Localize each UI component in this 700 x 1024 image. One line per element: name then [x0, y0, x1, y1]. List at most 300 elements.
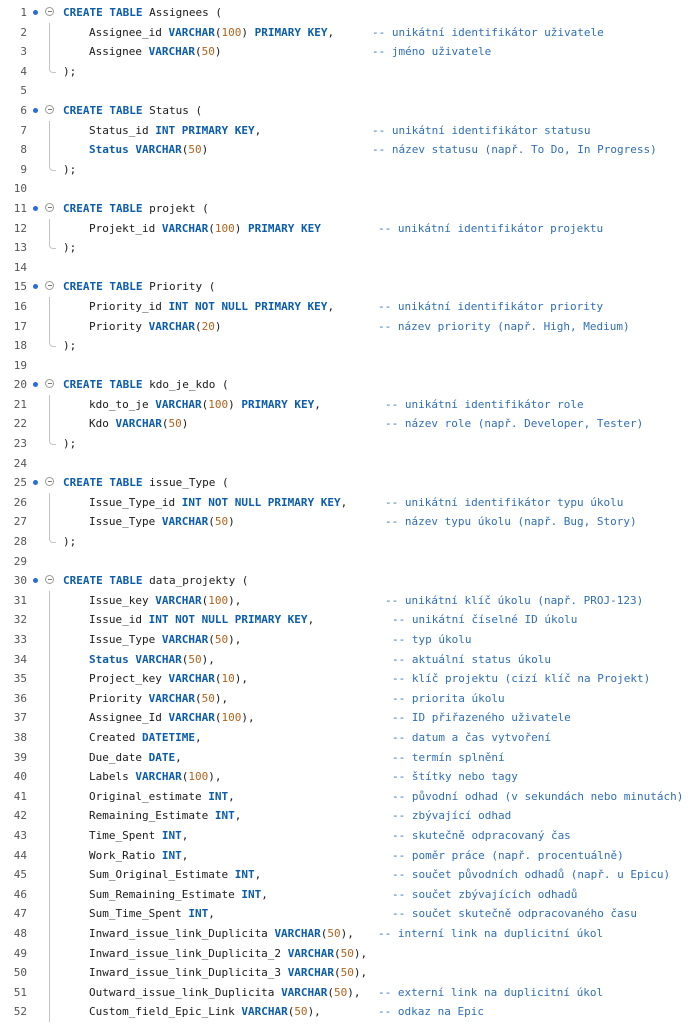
- fold-guide-line: [49, 865, 50, 885]
- breakpoint-dot-icon[interactable]: [33, 10, 38, 15]
- code-text: [89, 865, 261, 885]
- code-line[interactable]: [0, 1002, 700, 1022]
- line-number: 3: [20, 45, 27, 59]
- identifier: Outward_issue_link_Duplicita: [89, 985, 282, 999]
- fold-guide-end: [49, 62, 56, 73]
- code-text: [63, 434, 76, 454]
- identifier: ),: [353, 966, 368, 980]
- code-comment: -- unikátní identifikátor typu úkolu: [385, 495, 624, 509]
- code-line[interactable]: [0, 317, 700, 337]
- sql-keyword: VARCHAR: [161, 515, 209, 529]
- line-number: 37: [13, 711, 27, 725]
- sql-keyword: DATE: [148, 750, 176, 764]
- identifier: Issue_key: [89, 593, 156, 607]
- sql-keyword: INT PRIMARY KEY: [155, 123, 255, 137]
- identifier: );: [63, 64, 77, 78]
- identifier: ): [241, 25, 255, 39]
- line-number: 12: [13, 221, 27, 235]
- code-text: [89, 885, 268, 905]
- line-number: 39: [13, 750, 27, 764]
- identifier: ): [201, 143, 209, 157]
- code-comment: -- skutečně odpracovaný čas: [392, 828, 571, 842]
- fold-guide-line: [49, 924, 50, 944]
- identifier: Status (: [149, 103, 203, 117]
- code-line[interactable]: [0, 199, 700, 219]
- identifier: Time_Spent: [89, 828, 162, 842]
- code-text: [63, 62, 76, 82]
- fold-guide-line: [49, 23, 50, 43]
- fold-guide-line: [49, 121, 50, 141]
- code-line[interactable]: [0, 787, 700, 807]
- sql-keyword: VARCHAR: [161, 221, 209, 235]
- identifier: ,: [261, 887, 268, 901]
- sql-keyword: INT: [161, 848, 182, 862]
- code-line[interactable]: [0, 121, 700, 141]
- sql-keyword: CREATE TABLE: [63, 378, 150, 392]
- number-literal: 50: [168, 417, 182, 431]
- code-line[interactable]: [0, 924, 700, 944]
- identifier: Sum_Original_Estimate: [89, 868, 235, 882]
- code-line[interactable]: [0, 944, 700, 964]
- code-comment: -- unikátní identifikátor projektu: [378, 221, 604, 235]
- sql-keyword: INT NOT NULL PRIMARY KEY: [148, 613, 308, 627]
- code-comment: -- priorita úkolu: [392, 691, 505, 705]
- fold-collapse-icon[interactable]: [45, 203, 54, 212]
- code-line[interactable]: [0, 101, 700, 121]
- breakpoint-dot-icon[interactable]: [33, 578, 38, 583]
- line-number: 6: [20, 103, 27, 117]
- code-text: [89, 297, 334, 317]
- line-number: 48: [13, 926, 27, 940]
- code-line[interactable]: [0, 219, 700, 239]
- identifier: );: [63, 339, 77, 353]
- sql-keyword: CREATE TABLE: [63, 280, 150, 294]
- identifier: (: [201, 593, 209, 607]
- identifier: (: [320, 926, 328, 940]
- code-text: [63, 3, 222, 23]
- code-line[interactable]: [0, 591, 700, 611]
- identifier: Issue_id: [89, 613, 149, 627]
- code-text: [89, 140, 208, 160]
- code-line[interactable]: [0, 748, 700, 768]
- fold-guide-line: [49, 767, 50, 787]
- fold-guide-line: [49, 317, 50, 337]
- code-line[interactable]: [0, 238, 700, 258]
- sql-keyword: VARCHAR: [161, 633, 209, 646]
- identifier: ,: [234, 809, 242, 823]
- code-text: [89, 414, 188, 434]
- line-number: 23: [13, 437, 27, 451]
- code-line[interactable]: [0, 297, 700, 317]
- identifier: (: [208, 515, 215, 529]
- number-literal: 50: [214, 633, 229, 646]
- code-line[interactable]: [0, 728, 700, 748]
- code-text: [89, 591, 241, 611]
- code-comment: -- součet skutečně odpracovaného času: [392, 907, 638, 921]
- fold-collapse-icon[interactable]: [45, 105, 54, 114]
- fold-guide-line: [49, 963, 50, 983]
- code-comment: -- unikátní identifikátor role: [385, 397, 584, 411]
- line-number: 33: [13, 633, 27, 646]
- identifier: ,: [194, 730, 202, 744]
- line-number: 18: [13, 339, 27, 353]
- code-line[interactable]: [0, 179, 700, 199]
- number-literal: 50: [334, 985, 348, 999]
- identifier: ): [228, 397, 242, 411]
- code-line[interactable]: [0, 277, 700, 297]
- code-comment: -- součet původních odhadů (např. u Epicu): [392, 868, 671, 882]
- code-line[interactable]: [0, 963, 700, 983]
- line-number: 11: [13, 201, 27, 215]
- fold-guide-line: [49, 944, 50, 964]
- code-line[interactable]: [0, 826, 700, 846]
- code-text: [89, 806, 241, 826]
- fold-guide-line: [49, 787, 50, 807]
- number-literal: 50: [327, 926, 341, 940]
- line-number: 16: [13, 299, 27, 313]
- code-text: [89, 728, 202, 748]
- identifier: ): [181, 417, 189, 431]
- line-number: 42: [13, 809, 27, 823]
- sql-keyword: CREATE TABLE: [63, 201, 150, 215]
- number-literal: 50: [294, 1005, 308, 1019]
- code-line[interactable]: [0, 846, 700, 866]
- code-line[interactable]: [0, 806, 700, 826]
- fold-guide-line: [49, 140, 50, 160]
- identifier: ): [228, 515, 235, 529]
- code-line[interactable]: [0, 630, 700, 650]
- breakpoint-dot-icon[interactable]: [33, 382, 38, 387]
- fold-guide-line: [49, 512, 50, 532]
- sql-keyword: VARCHAR: [281, 985, 328, 999]
- code-line[interactable]: [0, 669, 700, 689]
- fold-guide-line: [49, 1002, 50, 1022]
- line-number: 49: [13, 946, 27, 960]
- identifier: Labels: [89, 770, 136, 784]
- line-number: 29: [13, 554, 27, 568]
- code-line[interactable]: [0, 571, 700, 591]
- code-line[interactable]: [0, 493, 700, 513]
- identifier: kdo_je_kdo (: [149, 378, 229, 392]
- fold-guide-line: [49, 591, 50, 611]
- code-text: [89, 924, 354, 944]
- code-line[interactable]: [0, 650, 700, 670]
- sql-keyword: INT: [214, 809, 235, 823]
- sql-keyword: INT: [188, 907, 209, 921]
- fold-guide-end: [49, 532, 56, 543]
- code-line[interactable]: [0, 865, 700, 885]
- code-line[interactable]: [0, 552, 700, 572]
- fold-collapse-icon[interactable]: [45, 379, 54, 388]
- line-number: 26: [13, 495, 27, 509]
- line-number: 47: [13, 907, 27, 921]
- line-number: 30: [13, 574, 27, 588]
- identifier: Issue_Type: [89, 515, 162, 529]
- line-number: 15: [13, 280, 27, 294]
- identifier: ,: [181, 848, 189, 862]
- sql-keyword: Status VARCHAR: [89, 652, 182, 666]
- line-number: 10: [13, 182, 27, 196]
- code-text: [89, 219, 321, 239]
- identifier: Custom_field_Epic_Link: [89, 1005, 242, 1019]
- line-number: 1: [20, 6, 27, 19]
- identifier: ),: [307, 1005, 321, 1019]
- line-number: 9: [20, 162, 27, 176]
- sql-keyword: PRIMARY KEY: [247, 221, 321, 235]
- line-number: 50: [13, 966, 27, 980]
- identifier: Priority (: [149, 280, 216, 294]
- code-line[interactable]: [0, 160, 700, 180]
- number-literal: 50: [201, 45, 215, 59]
- line-number: 35: [13, 672, 27, 686]
- code-line[interactable]: [0, 356, 700, 376]
- code-text: [89, 826, 188, 846]
- code-text: [89, 669, 248, 689]
- line-number: 40: [13, 770, 27, 784]
- code-text: [63, 571, 248, 591]
- fold-guide-line: [49, 826, 50, 846]
- identifier: (: [214, 711, 222, 725]
- number-literal: 100: [208, 593, 229, 607]
- code-comment: -- jméno uživatele: [372, 45, 492, 59]
- number-literal: 100: [188, 770, 209, 784]
- fold-collapse-icon[interactable]: [45, 7, 54, 16]
- identifier: ),: [347, 985, 361, 999]
- code-line[interactable]: [0, 375, 700, 395]
- code-line[interactable]: [0, 414, 700, 434]
- identifier: projekt (: [149, 201, 209, 215]
- fold-guide-line: [49, 414, 50, 434]
- identifier: ,: [181, 828, 189, 842]
- code-text: [89, 904, 215, 924]
- code-line[interactable]: [0, 42, 700, 62]
- fold-guide-line: [49, 983, 50, 1003]
- identifier: Inward_issue_link_Duplicita_3: [89, 966, 288, 980]
- number-literal: 10: [221, 672, 235, 686]
- sql-keyword: VARCHAR: [274, 926, 321, 940]
- sql-keyword: VARCHAR: [148, 45, 195, 59]
- identifier: Assignee_id: [89, 25, 169, 39]
- number-literal: 20: [201, 319, 215, 333]
- sql-keyword: DATETIME: [141, 730, 195, 744]
- sql-keyword: CREATE TABLE: [63, 6, 150, 19]
- line-number: 20: [13, 378, 27, 392]
- fold-guide-line: [49, 806, 50, 826]
- number-literal: 100: [221, 25, 242, 39]
- code-line[interactable]: [0, 904, 700, 924]
- code-comment: -- název typu úkolu (např. Bug, Story): [385, 515, 637, 529]
- identifier: Inward_issue_link_Duplicita_2: [89, 946, 288, 960]
- code-comment: -- původní odhad (v sekundách nebo minutách): [392, 789, 684, 803]
- code-line[interactable]: [0, 767, 700, 787]
- identifier: (: [194, 45, 202, 59]
- line-number: 13: [13, 241, 27, 255]
- line-number: 31: [13, 593, 27, 607]
- identifier: Assignee: [89, 45, 149, 59]
- identifier: Projekt_id: [89, 221, 162, 235]
- code-line[interactable]: [0, 62, 700, 82]
- line-number: 21: [13, 397, 27, 411]
- identifier: ): [214, 319, 222, 333]
- code-line[interactable]: [0, 3, 700, 23]
- line-number: 43: [13, 828, 27, 842]
- fold-guide-line: [49, 708, 50, 728]
- sql-keyword: CREATE TABLE: [63, 476, 150, 490]
- fold-guide-line: [49, 630, 50, 650]
- identifier: ,: [254, 123, 262, 137]
- code-line[interactable]: [0, 258, 700, 278]
- breakpoint-dot-icon[interactable]: [33, 480, 38, 485]
- identifier: Inward_issue_link_Duplicita: [89, 926, 275, 940]
- fold-collapse-icon[interactable]: [45, 575, 54, 584]
- line-number: 45: [13, 868, 27, 882]
- code-text: [63, 160, 76, 180]
- sql-keyword: Status VARCHAR: [89, 143, 182, 157]
- line-number: 32: [13, 613, 27, 627]
- identifier: ),: [208, 770, 222, 784]
- identifier: ,: [175, 750, 182, 764]
- identifier: );: [63, 162, 77, 176]
- identifier: Sum_Time_Spent: [89, 907, 189, 921]
- line-number: 38: [13, 730, 27, 744]
- code-text: [63, 473, 229, 493]
- sql-keyword: PRIMARY KEY: [254, 25, 328, 39]
- code-line[interactable]: [0, 81, 700, 101]
- identifier: ,: [340, 495, 348, 509]
- identifier: Work_Ratio: [89, 848, 162, 862]
- identifier: ,: [314, 397, 321, 411]
- code-text: [89, 708, 255, 728]
- code-line[interactable]: [0, 395, 700, 415]
- code-comment: -- typ úkolu: [392, 633, 472, 646]
- identifier: ,: [327, 25, 335, 39]
- fold-guide-line: [49, 748, 50, 768]
- line-number: 41: [13, 789, 27, 803]
- fold-collapse-icon[interactable]: [45, 281, 54, 290]
- code-line[interactable]: [0, 434, 700, 454]
- code-line[interactable]: [0, 23, 700, 43]
- code-comment: -- odkaz na Epic: [378, 1005, 484, 1019]
- breakpoint-dot-icon[interactable]: [33, 108, 38, 113]
- fold-guide-end: [49, 434, 56, 445]
- identifier: (: [161, 417, 169, 431]
- line-number: 25: [13, 476, 27, 490]
- code-line[interactable]: [0, 885, 700, 905]
- identifier: );: [63, 437, 77, 451]
- identifier: Sum_Remaining_Estimate: [89, 887, 242, 901]
- breakpoint-dot-icon[interactable]: [33, 284, 38, 289]
- line-number: 34: [13, 652, 27, 666]
- sql-keyword: VARCHAR: [287, 966, 335, 980]
- sql-keyword: INT: [241, 887, 262, 901]
- code-comment: -- název role (např. Developer, Tester): [385, 417, 644, 431]
- number-literal: 100: [208, 397, 229, 411]
- identifier: Project_key: [89, 672, 169, 686]
- code-comment: -- interní link na duplicitní úkol: [378, 926, 604, 940]
- line-number: 7: [20, 123, 27, 137]
- identifier: (: [334, 946, 341, 960]
- fold-guide-line: [49, 885, 50, 905]
- identifier: );: [63, 535, 77, 549]
- identifier: (: [181, 652, 189, 666]
- code-line[interactable]: [0, 983, 700, 1003]
- code-comment: -- název priority (např. High, Medium): [378, 319, 630, 333]
- identifier: Due_date: [89, 750, 149, 764]
- identifier: data_projekty (: [149, 574, 249, 588]
- line-number: 27: [13, 515, 27, 529]
- identifier: Issue_Type_id: [89, 495, 182, 509]
- code-text: [89, 42, 221, 62]
- sql-keyword: VARCHAR: [148, 319, 195, 333]
- line-number: 24: [13, 456, 27, 470]
- code-text: [89, 787, 235, 807]
- line-number: 17: [13, 319, 27, 333]
- identifier: Status_id: [89, 123, 156, 137]
- identifier: (: [287, 1005, 295, 1019]
- identifier: (: [208, 221, 215, 235]
- code-comment: -- datum a čas vytvoření: [392, 730, 551, 744]
- identifier: Priority: [89, 319, 149, 333]
- sql-keyword: CREATE TABLE: [63, 103, 150, 117]
- fold-guide-line: [49, 610, 50, 630]
- sql-keyword: VARCHAR: [148, 691, 195, 705]
- code-comment: -- poměr práce (např. procentuálně): [392, 848, 624, 862]
- breakpoint-dot-icon[interactable]: [33, 206, 38, 211]
- fold-guide-line: [49, 650, 50, 670]
- code-line[interactable]: [0, 336, 700, 356]
- code-comment: -- termín splnění: [392, 750, 505, 764]
- identifier: ,: [228, 789, 235, 803]
- number-literal: 50: [340, 966, 354, 980]
- fold-guide-line: [49, 669, 50, 689]
- fold-guide-line: [49, 846, 50, 866]
- line-number: 5: [20, 84, 27, 98]
- number-literal: 50: [214, 515, 229, 529]
- code-line[interactable]: [0, 473, 700, 493]
- fold-guide-line: [49, 297, 50, 317]
- sql-keyword: INT: [161, 828, 182, 842]
- code-line[interactable]: [0, 532, 700, 552]
- sql-keyword: VARCHAR: [168, 25, 215, 39]
- code-text: [63, 238, 76, 258]
- sql-keyword: INT: [234, 868, 255, 882]
- fold-collapse-icon[interactable]: [45, 477, 54, 486]
- code-text: [89, 1002, 321, 1022]
- code-text: [89, 650, 215, 670]
- sql-keyword: INT NOT NULL PRIMARY KEY: [181, 495, 341, 509]
- code-line[interactable]: [0, 140, 700, 160]
- code-line[interactable]: [0, 454, 700, 474]
- code-comment: -- klíč projektu (cizí klíč na Projekt): [392, 672, 651, 686]
- identifier: (: [334, 966, 341, 980]
- code-line[interactable]: [0, 708, 700, 728]
- number-literal: 50: [340, 946, 354, 960]
- identifier: (: [181, 770, 189, 784]
- line-number: 14: [13, 260, 27, 274]
- identifier: ,: [327, 299, 335, 313]
- code-line[interactable]: [0, 512, 700, 532]
- code-text: [89, 610, 314, 630]
- identifier: Remaining_Estimate: [89, 809, 215, 823]
- code-comment: -- zbývající odhad: [392, 809, 512, 823]
- code-line[interactable]: [0, 689, 700, 709]
- identifier: ),: [353, 946, 368, 960]
- identifier: ),: [201, 652, 215, 666]
- code-text: [63, 336, 76, 356]
- sql-keyword: VARCHAR: [168, 672, 215, 686]
- identifier: ),: [340, 926, 354, 940]
- code-line[interactable]: [0, 610, 700, 630]
